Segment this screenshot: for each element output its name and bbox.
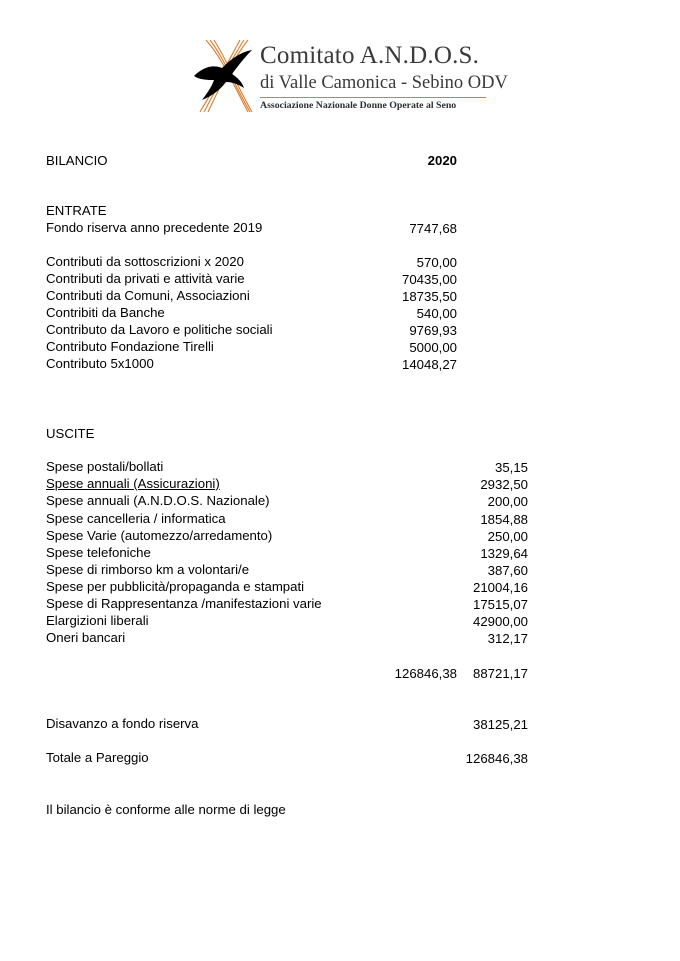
entrata-label: Contributi da Comuni, Associazioni [46, 288, 250, 303]
entrata-value: 9769,93 [409, 323, 457, 338]
uscita-label: Spese per pubblicità/propaganda e stampati [46, 579, 305, 594]
entrata-value: 70435,00 [401, 272, 457, 287]
entrate-heading: ENTRATE [46, 203, 107, 218]
total-uscite: 88721,17 [472, 666, 528, 681]
total-entrate: 126846,38 [394, 666, 457, 681]
fondo-value: 7747,68 [409, 221, 457, 236]
entrata-label: Contributo da Lavoro e politiche sociali [46, 322, 273, 337]
entrata-value: 18735,50 [401, 289, 457, 304]
pareggio-label: Totale a Pareggio [46, 750, 149, 765]
uscita-label: Spese di Rappresentanza /manifestazioni varie [46, 596, 322, 611]
uscita-value: 21004,16 [472, 580, 528, 595]
uscita-label: Spese telefoniche [46, 545, 151, 560]
disavanzo-value: 38125,21 [472, 717, 528, 732]
uscita-label: Spese annuali (A.N.D.O.S. Nazionale) [46, 493, 270, 508]
pareggio-value: 126846,38 [465, 751, 528, 766]
entrata-label: Contribiti da Banche [46, 305, 165, 320]
org-logo [192, 38, 508, 114]
entrata-label: Contributi da sottoscrizioni x 2020 [46, 254, 244, 269]
org-name: Comitato A.N.D.O.S. [260, 42, 480, 69]
uscita-value: 200,00 [487, 494, 528, 509]
uscita-value: 1854,88 [480, 512, 528, 527]
uscita-value: 42900,00 [472, 614, 528, 629]
uscita-value: 250,00 [487, 529, 528, 544]
uscita-value: 387,60 [487, 563, 528, 578]
entrata-value: 540,00 [416, 306, 457, 321]
uscita-label: Spese Varie (automezzo/arredamento) [46, 528, 273, 543]
org-subtitle: di Valle Camonica - Sebino ODV [260, 73, 508, 93]
uscita-value: 35,15 [494, 460, 528, 475]
uscita-label: Spese di rimborso km a volontari/e [46, 562, 250, 577]
entrata-value: 5000,00 [409, 340, 457, 355]
entrata-value: 14048,27 [401, 357, 457, 372]
org-association: Associazione Nazionale Donne Operate al Seno [260, 100, 457, 111]
entrata-label: Contributo 5x1000 [46, 356, 154, 371]
uscita-label: Oneri bancari [46, 630, 126, 645]
uscita-value: 312,17 [487, 631, 528, 646]
uscita-value: 17515,07 [472, 597, 528, 612]
divider [260, 97, 486, 98]
uscita-label: Spese cancelleria / informatica [46, 511, 226, 526]
entrata-label: Contributi da privati e attività varie [46, 271, 245, 286]
uscita-label: Spese annuali (Assicurazioni) [46, 476, 220, 491]
footer-note: Il bilancio è conforme alle norme di legge [46, 802, 286, 817]
fondo-label: Fondo riserva anno precedente 2019 [46, 220, 263, 235]
uscita-label: Elargizioni liberali [46, 613, 149, 628]
disavanzo-label: Disavanzo a fondo riserva [46, 716, 199, 731]
entrata-value: 570,00 [416, 255, 457, 270]
uscite-heading: USCITE [46, 426, 95, 441]
entrata-label: Contributo Fondazione Tirelli [46, 339, 214, 354]
document-title: BILANCIO [46, 153, 108, 168]
uscita-value: 2932,50 [480, 477, 528, 492]
uscita-value: 1329,64 [480, 546, 528, 561]
swallow-icon [192, 38, 254, 114]
uscita-label: Spese postali/bollati [46, 459, 164, 474]
year-header: 2020 [427, 153, 457, 168]
